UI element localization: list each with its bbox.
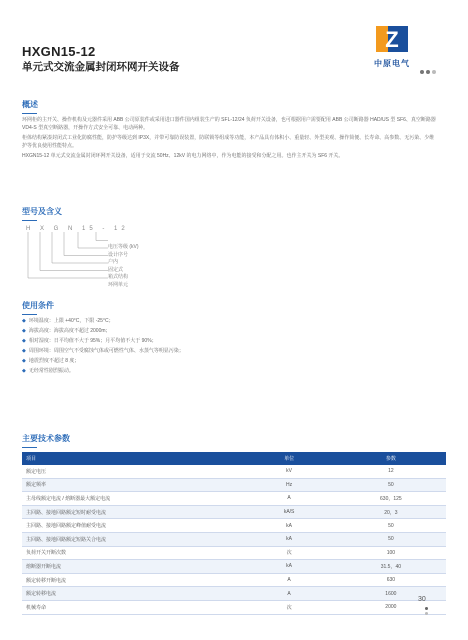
model-bracket-diagram [22,232,112,282]
table-row: 主回路、接地回路额定峰值耐受电流 kA 50 [22,519,446,533]
diamond-bullet-icon: ◆ [22,318,26,324]
table-row: 主母线额定电流 / 熔断器最大额定电流 A 630，125 [22,492,446,506]
footer-dots-icon [425,607,429,617]
overview-paragraph: 柜体结构紧凑封闭式工业化防腐性能，防护等级达到 IP3X，并带可靠防误装置，防联锁等组成等功能，本产品具有体积小、重量轻、外型美观、操作简便、长寿命、高参数、无污染、少维护等优良使用性能特点。 [22,135,435,149]
logo-letter: Z [385,27,399,52]
model-meaning-item: 设计序号 [108,251,129,258]
condition-item: ◆ 相对湿度：日平均值不大于 95%；月平均值不大于 90%； [22,338,157,344]
table-row: 负荷开关开断次数 次 100 [22,546,446,560]
table-row: 主回路、接地回路额定短时耐受电流 kA/S 20，3 [22,505,446,519]
diamond-bullet-icon: ◆ [22,358,26,364]
document-title-model: HXGN15-12 [22,44,96,59]
model-meaning-item: 户内 [108,259,119,266]
model-meaning-item: 电压等级 (kV) [108,244,139,250]
overview-paragraph: HXGN15-12 单元式交流金属封闭环网开关设备，适用于交流 50Hz、12kV 的电力网络中，作为电能的接受和分配之用。也作主开关为 SF6 开关。 [22,153,344,159]
table-row: 机械寿命 次 2000 [22,600,446,614]
model-meaning-item: 固定式 [108,266,124,273]
company-name: 中原电气 [374,59,410,68]
overview-text [22,116,436,162]
table-row: 熔断器开断电流 kA 31.5，40 [22,560,446,574]
column-header-value: 参数 [336,452,446,465]
table-row: 主回路、接地回路额定短路关合电流 kA 50 [22,532,446,546]
column-header-unit: 单位 [242,452,335,465]
logo-mark-icon [368,24,416,60]
model-meaning-list [108,244,139,290]
diamond-bullet-icon: ◆ [22,328,26,334]
table-row: 额定转移开断电流 A 630 [22,573,446,587]
condition-item: ◆ 无经常性剧烈振动。 [22,368,74,374]
condition-item: ◆ 环境温度：上限 +40°C，下限 -25°C； [22,318,114,324]
model-meaning-item: 箱式结构 [108,274,129,281]
diamond-bullet-icon: ◆ [22,348,26,354]
overview-heading: 概述 [22,99,38,114]
condition-item: ◆ 地震烈度不超过 8 度； [22,358,80,364]
table-row: 额定频率 Hz 50 [22,478,446,492]
params-heading: 主要技术参数 [22,433,70,448]
column-header-item: 项目 [22,452,242,465]
model-code: H X G N 15 - 12 [26,226,129,232]
conditions-list [22,316,184,376]
header-dots-icon [420,61,438,79]
condition-item: ◆ 海拔高度：海拔高度不超过 2000m； [22,328,111,334]
condition-item: ◆ 周围环境：周围空气不受腐蚀气体或可燃性气体、水蒸气等明显污染； [22,348,184,354]
document-title-product: 单元式交流金属封闭环网开关设备 [22,61,180,73]
page-number: 30 [418,596,426,603]
diamond-bullet-icon: ◆ [22,368,26,374]
table-row: 额定电压 kV 12 [22,465,446,478]
model-meaning-item: 环网单元 [108,281,129,288]
params-table [22,452,446,615]
overview-paragraph: 环网柜的主开关、操作机构及元器件采用 ABB 公司原装件或采用进口器件国内组装生产的 SFL-12/24 负荷开关设备，也可根据用户需要配用 ABB 公司断路器 HAD/US 型 SF6、真空断路器 VD4-S 型真空断路器，开操作方式安全可靠、电动两种。 [22,117,436,131]
model-heading: 型号及含义 [22,206,62,221]
conditions-heading: 使用条件 [22,300,54,315]
params-header-row [22,452,446,465]
diamond-bullet-icon: ◆ [22,338,26,344]
table-row: 额定转移电流 A 1600 [22,587,446,601]
